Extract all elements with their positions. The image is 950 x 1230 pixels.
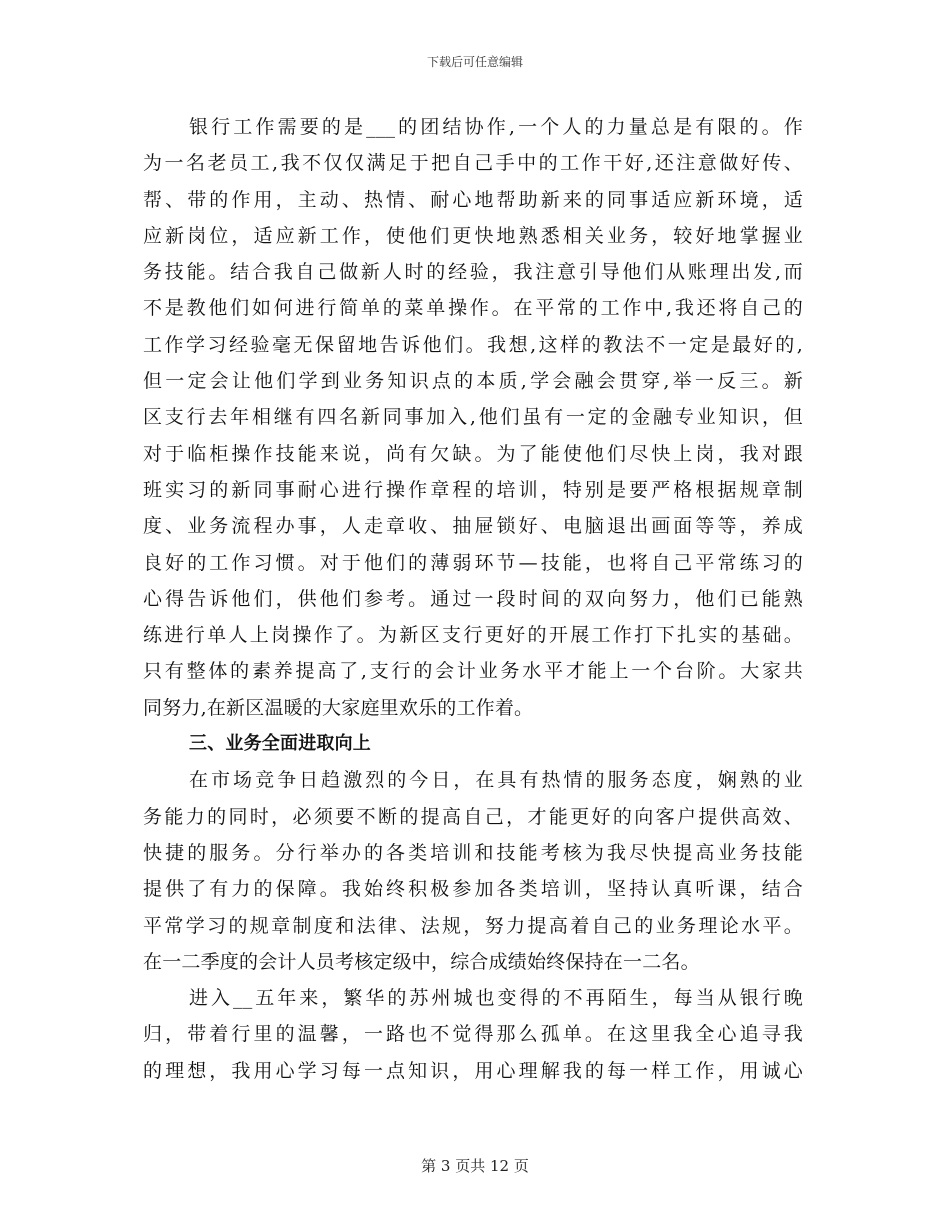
- text-line: 快捷的服务。分行举办的各类培训和技能考核为我尽快提高业务技能: [143, 841, 803, 864]
- text-line: 心得告诉他们，供他们参考。通过一段时间的双向努力，他们已能熟: [143, 587, 803, 610]
- text-line: 务能力的同时，必须要不断的提高自己，才能更好的向客户提供高效、: [143, 805, 803, 828]
- text-line: 工作学习经验毫无保留地告诉他们。我想,这样的教法不一定是最好的,: [143, 333, 803, 356]
- text-line: 良好的工作习惯。对于他们的薄弱环节—技能，也将自己平常练习的: [143, 551, 803, 574]
- text-line: 度、业务流程办事，人走章收、抽屉锁好、电脑退出画面等等，养成: [143, 515, 803, 538]
- text-line: 进入__五年来，繁华的苏州城也变得的不再陌生，每当从银行晚: [189, 987, 803, 1010]
- text-line: 帮、带的作用，主动、热情、耐心地帮助新来的同事适应新环境，适: [143, 188, 803, 211]
- text-line: 但一定会让他们学到业务知识点的本质,学会融会贯穿,举一反三。新: [143, 370, 803, 393]
- text-line: 平常学习的规章制度和法律、法规，努力提高着自己的业务理论水平。: [143, 914, 803, 937]
- text-line: 务技能。结合我自己做新人时的经验，我注意引导他们从账理出发,而: [143, 261, 803, 284]
- text-line: 同努力,在新区温暖的大家庭里欢乐的工作着。: [143, 696, 534, 719]
- text-line: 班实习的新同事耐心进行操作章程的培训，特别是要严格根据规章制: [143, 478, 803, 501]
- document-body: [143, 109, 803, 1089]
- section-heading: 三、业务全面进取向上: [189, 733, 371, 755]
- text-line: 归，带着行里的温馨，一路也不觉得那么孤单。在这里我全心追寻我: [143, 1023, 803, 1046]
- page-number: 第 3 页共 12 页: [421, 1157, 529, 1175]
- text-line: 不是教他们如何进行简单的菜单操作。在平常的工作中,我还将自己的: [143, 297, 803, 320]
- text-line: 为一名老员工,我不仅仅满足于把自己手中的工作干好,还注意做好传、: [143, 152, 803, 175]
- text-line: 在一二季度的会计人员考核定级中，综合成绩始终保持在一二名。: [143, 950, 700, 973]
- text-line: 在市场竞争日趋激烈的今日，在具有热情的服务态度，娴熟的业: [189, 769, 803, 792]
- text-line: 应新岗位，适应新工作，使他们更快地熟悉相关业务，较好地掌握业: [143, 224, 803, 247]
- text-line: 只有整体的素养提高了,支行的会计业务水平才能上一个台阶。大家共: [143, 660, 803, 683]
- text-line: 练进行单人上岗操作了。为新区支行更好的开展工作打下扎实的基础。: [143, 624, 803, 647]
- text-line: 的理想，我用心学习每一点知识，用心理解我的每一样工作，用诚心: [143, 1059, 803, 1082]
- text-line: 提供了有力的保障。我始终积极参加各类培训，坚持认真听课，结合: [143, 878, 803, 901]
- page-header: 下载后可任意编辑: [426, 55, 523, 69]
- text-line: 银行工作需要的是___的团结协作,一个人的力量总是有限的。作: [189, 116, 803, 138]
- text-line: 区支行去年相继有四名新同事加入,他们虽有一定的金融专业知识，但: [143, 406, 803, 429]
- text-line: 对于临柜操作技能来说，尚有欠缺。为了能使他们尽快上岗，我对跟: [143, 442, 803, 465]
